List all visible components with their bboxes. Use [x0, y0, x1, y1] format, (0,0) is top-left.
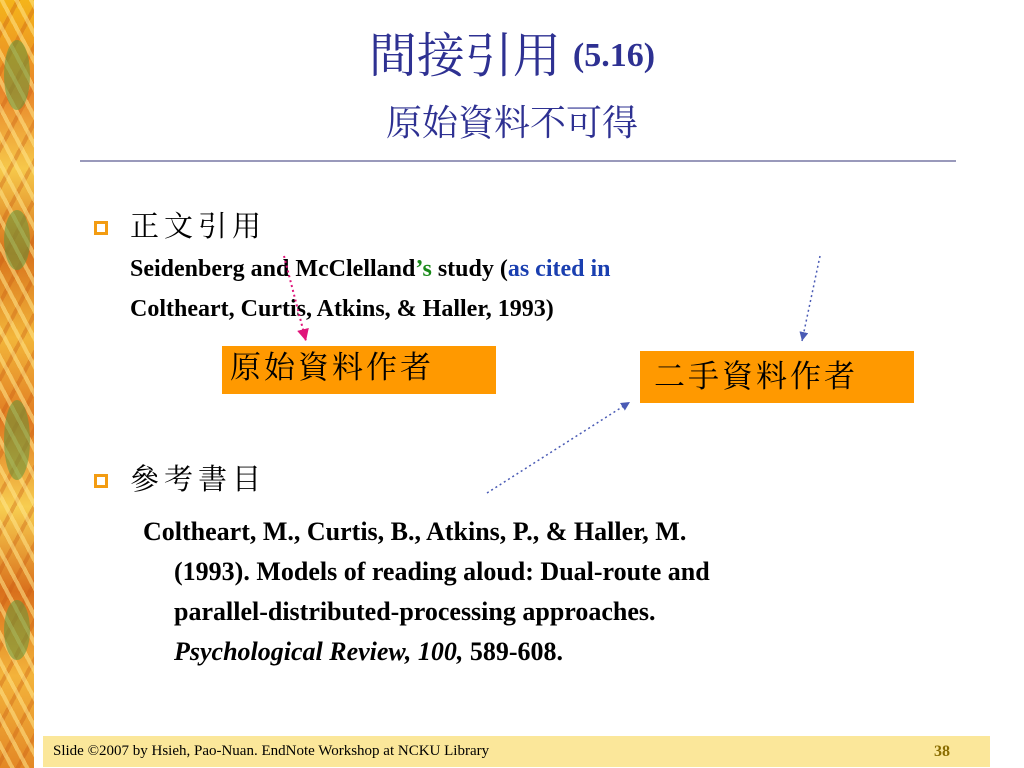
citation-line-2: Coltheart, Curtis, Atkins, & Haller, 1993)	[130, 296, 554, 322]
citation-authors: Seidenberg and McClelland	[130, 256, 416, 282]
citation-study: study (	[431, 256, 508, 282]
arrow-to-secondary-author	[802, 256, 820, 341]
footer-bar	[43, 736, 990, 767]
citation-as-cited-in: as cited in	[507, 256, 611, 282]
citation-possessive: ’s	[415, 256, 432, 282]
secondary-author-box: 二手資料作者	[640, 351, 914, 403]
reference-journal: Psychological Review, 100,	[174, 637, 464, 666]
original-author-box: 原始資料作者	[222, 346, 496, 394]
slide-subtitle: 原始資料不可得	[385, 103, 638, 143]
reference-line-1: Coltheart, M., Curtis, B., Atkins, P., & Haller, M.	[143, 517, 687, 546]
section-heading-references: 參考書目	[130, 464, 267, 496]
reference-pages: 589-608.	[463, 637, 563, 666]
reference-line-3: parallel-distributed-processing approaches.	[174, 597, 656, 626]
slide-number: 38	[934, 743, 950, 760]
title-text: 間接引用	[368, 30, 561, 83]
arrow-to-original-author	[284, 256, 306, 341]
footer-credit: Slide ©2007 by Hsieh, Pao-Nuan. EndNote Workshop at NCKU Library	[53, 743, 490, 759]
reference-line-2: (1993). Models of reading aloud: Dual-route and	[174, 557, 710, 586]
section-heading-in-text-citation: 正文引用	[130, 211, 267, 243]
arrow-reference-to-secondary-author	[487, 402, 630, 493]
title-number: (5.16)	[572, 37, 656, 74]
